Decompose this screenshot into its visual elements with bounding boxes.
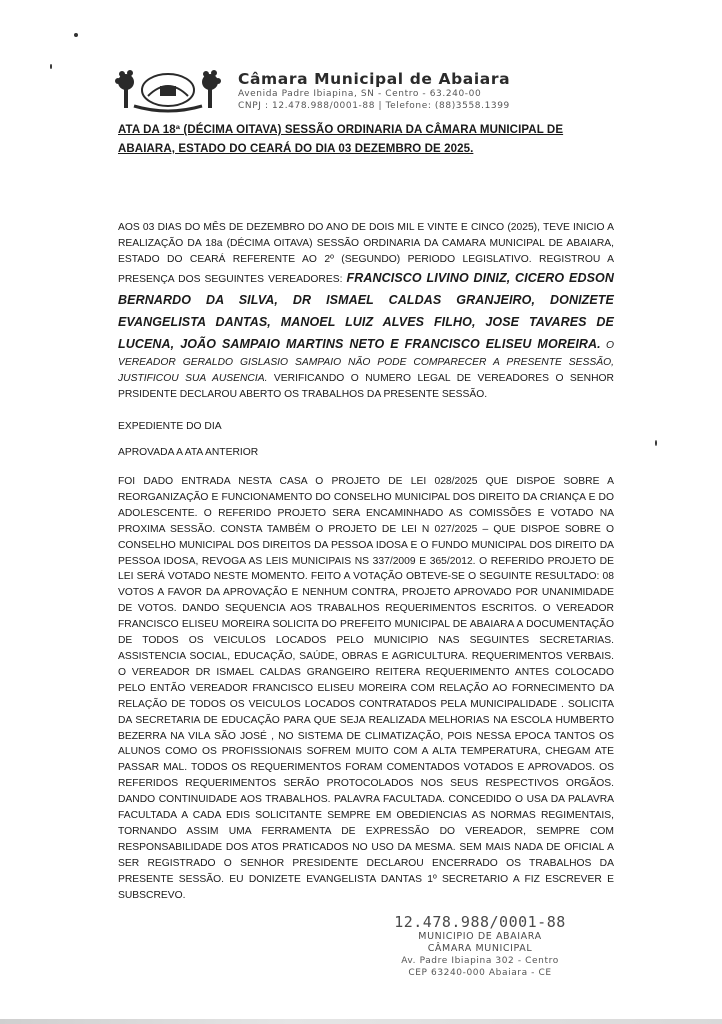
section-previous-minutes: APROVADA A ATA ANTERIOR [118,447,259,458]
section-expediente: EXPEDIENTE DO DIA [118,421,222,432]
opening-paragraph [118,220,614,403]
chamber-seal-icon [112,68,224,114]
stamp-line-4: CEP 63240-000 Abaiara - CE [408,968,552,978]
scan-speck [655,440,657,446]
chamber-contact: CNPJ : 12.478.988/0001-88 | Telefone: (88)3558.1399 [238,101,510,111]
title-line-2: ABAIARA, ESTADO DO CEARÁ DO DIA 03 DEZEMBRO DE 2025. [118,143,474,155]
scan-speck [74,33,78,37]
quorum-note: VERIFICANDO O NUMERO LEGAL DE VEREADORES O SENHOR PRSIDENTE DECLAROU ABERTO OS TRABALHOS DA PRESENTE SESSÃO. [118,373,614,400]
minutes-title [118,121,618,159]
stamp-line-1: MUNICIPIO DE ABAIARA [418,931,542,942]
letterhead [112,68,612,116]
present-councillors: FRANCISCO LIVINO DINIZ, CICERO EDSON BERNARDO DA SILVA, DR ISMAEL CALDAS GRANJEIRO, DONIZETE EVANGELISTA DANTAS, MANOEL LUIZ ALVES FILHO, JOSE TAVARES DE LUCENA, JOÃO SAMPAIO MARTINS NETO E FRANCISCO ELISEU MOREIRA. [118,271,614,352]
stamp-line-2: CÂMARA MUNICIPAL [427,943,533,954]
proceedings-paragraph: FOI DADO ENTRADA NESTA CASA O PROJETO DE LEI 028/2025 QUE DISPOE SOBRE A REORGANIZAÇÃO E FUNCIONAMENTO DO CONSELHO MUNICIPAL DOS DIREITO DA CRIANÇA E DO ADOLESCENTE. O REFERIDO PROJETO SERA ENCAMINHADO AS COMISSÕES E VOTADO NA PROXIMA SESSÃO. CONSTA TAMBÉM O PROJETO DE LEI N 027/2025 – QUE DISPOE SOBRE O CONSELHO MUNICIPAL DOS DIREITOS DA PESSOA IDOSA E O FUNDO MUNICIPAL DOS DIREITO DA PESSOA IDOSA, REVOGA AS LEIS MUNICIPAIS NS 337/2009 E 365/2012. O REFERIDO PROJETO DE LEI SERÁ VOTADO NESTE MOMENTO. FEITO A VOTAÇÃO OBTEVE-SE O SEGUINTE RESULTADO: 08 VOTOS A FAVOR DA APROVAÇÃO E NENHUM CONTRA, PROJETO APROVADO POR UNANIMIDADE DE VOTOS. DANDO SEQUENCIA AOS TRABALHOS REQUERIMENTOS ESCRITOS. O VEREADOR FRANCISCO ELISEU MOREIRA SOLICITA DO PREFEITO MUNICIPAL DE ABAIARA A DOCUMENTAÇÃO DE TODOS OS VEICULOS LOCADOS PELO MUNICIPIO NAS SEGUINTES SECRETARIAS. ASSISTENCIA SOCIAL, EDUCAÇÃO, SAÚDE, OBRAS E AGRICULTURA. REQUERIMENTOS VERBAIS. O VEREADOR DR ISMAEL CALDAS GRANGEIRO REITERA REQUERIMENTO ANTES COLOCADO PELO ENTÃO VEREADOR FRANCISCO ELISEU MOREIRA COM RELAÇÃO AO FORNECIMENTO DA RELAÇÃO DE TODOS OS VEICULOS LOCADOS CONTRATADOS PELA MUNICIPALIDADE . SOLICITA DA SECRETARIA DE EDUCAÇÃO PARA QUE SEJA REALIZADA MELHORIAS NA ESCOLA HUMBERTO BEZERRA NA VILA SÃO JOSÉ , NO SISTEMA DE CLIMATIZAÇÃO, POIS NESSA EPOCA TANTOS OS ALUNOS COMO OS PROFISSIONAIS SOFREM MUITO COM A ALTA TEMPERATURA, CHEGAM ATE PASSAR MAL. TODOS OS REQUERIMENTOS FORAM COMENTADOS VOTADOS E APROVADOS. OS REFERIDOS REQUERIMENTOS SERÃO PROTOCOLADOS NOS SEUS RESPECTIVOS ORGÃOS. DANDO CONTINUIDADE AOS TRABALHOS. PALAVRA FACULTADA. CONCEDIDO O USA DA PALAVRA FACULTADA A CADA EDIS SOLICITANTE SEMPRE EM OBEDIENCIAS AS NORMAS REGIMENTAIS, TORNANDO ASSIM UMA FERRAMENTA DE EXPRESSÃO DO VEREADOR, SEMPRE COM RESPONSABILIDADE DOS ATOS PRATICADOS NO USO DA MESMA. SEM MAIS NADA DE OFICIAL A SER REGISTRADO O SENHOR PRESIDENTE DECLAROU ENCERRADO OS TRABALHOS DA PRESENTE SESSÃO. EU DONIZETE EVANGELISTA DANTAS 1º SECRETARIO A FIZ ESCREVER E SUBSCREVO. [118,476,614,901]
absence-note: O VEREADOR GERALDO GISLASIO SAMPAIO NÃO PODE COMPARECER A PRESENTE SESSÃO, JUSTIFICOU SUA AUSENCIA. [118,340,614,385]
stamp-cnpj: 12.478.988/0001-88 [394,913,566,931]
scan-footer-edge [0,1019,722,1024]
title-line-1: ATA DA 18ª (DÉCIMA OITAVA) SESSÃO ORDINARIA DA CÂMARA MUNICIPAL DE [118,124,564,136]
chamber-name: Câmara Municipal de Abaiara [238,70,511,88]
scan-speck [50,64,52,69]
stamp-line-3: Av. Padre Ibiapina 302 - Centro [401,956,559,966]
cnpj-stamp [380,913,580,979]
chamber-address: Avenida Padre Ibiapina, SN - Centro - 63.240-00 [238,89,482,99]
opening-text: AOS 03 DIAS DO MÊS DE DEZEMBRO DO ANO DE DOIS MIL E VINTE E CINCO (2025), TEVE INICIO A REALIZAÇÃO DA 18a (DÉCIMA OITAVA) SESSÃO ORDINARIA DA CAMARA MUNICIPAL DE ABAIARA, ESTADO DO CEARÁ REFERENTE AO 2º (SEGUNDO) PERIODO LEGISLATIVO. REGISTROU A PRESENÇA DOS SEGUINTES VEREADORES: [118,222,614,286]
